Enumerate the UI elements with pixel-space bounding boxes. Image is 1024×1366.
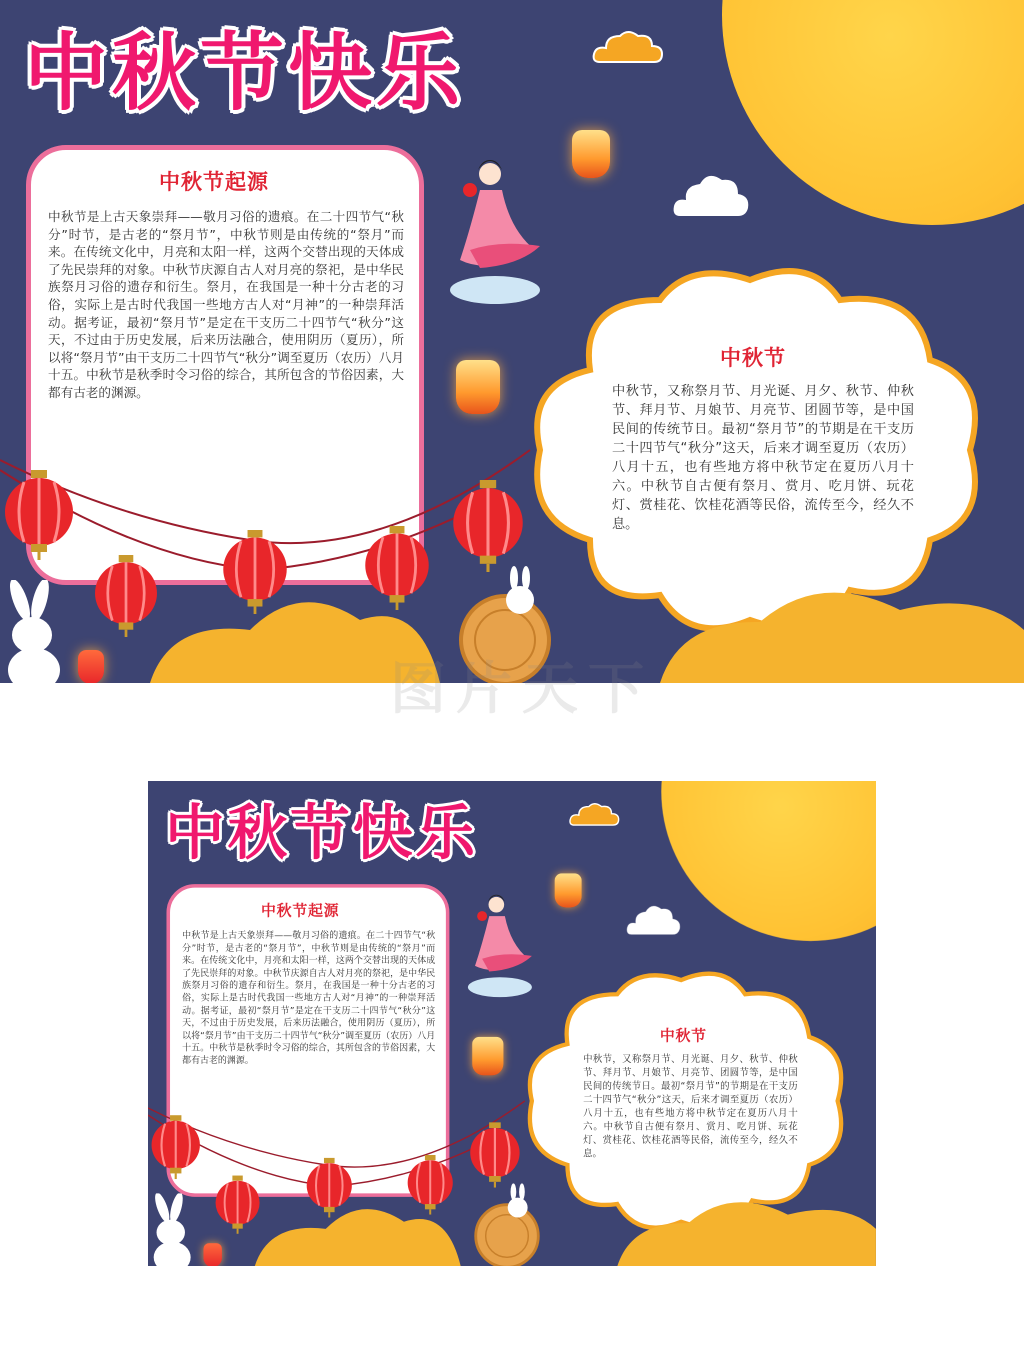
origin-card-text: 中秋节是上古天象崇拜——敬月习俗的遗痕。在二十四节气“秋分”时节，是古老的“祭月节”，中秋节则是由传统的“祭月”而来。在传统文化中，月亮和太阳一样，这两个交替出现的天体成了先民崇拜的对象。中秋节庆源自古人对月亮的祭祀，是中华民族祭月习俗的遗存和衍生。祭月，在我国是一种十分古老的习俗，实际上是古时代我国一些地方古人对“月神”的一种崇拜活动。据考证，最初“祭月节”是定在干支历二十四节气“秋分”这天，不过由于历史发展，后来历法融合，使用阴历（夏历），所以将“祭月节”由干支历二十四节气“秋分”调至夏历（农历）八月十五。中秋节是秋季时令习俗的综合，其所包含的节俗因素，大都有古老的渊源。 bbox=[182, 929, 436, 1066]
rabbit-icon bbox=[148, 1193, 198, 1266]
page-title: 中秋节快乐 bbox=[165, 798, 478, 868]
red-lantern-icon bbox=[469, 1122, 520, 1187]
red-lantern-icon bbox=[4, 470, 74, 560]
festival-card-text: 中秋节，又称祭月节、月光诞、月夕、秋节、仲秋节、拜月节、月娘节、月亮节、团圆节等，是中国民间的传统节日。最初“祭月节”的节期是在干支历二十四节气“秋分”这天，后来才调至夏历（农历）八月十五，也有些地方将中秋节定在夏历八月十六。中秋节自古便有祭月、赏月、吃月饼、玩花灯、赏桂花、饮桂花酒等民俗，流传至今，经久不息。 bbox=[583, 1053, 798, 1160]
poster-preview-small bbox=[148, 781, 876, 1266]
festival-card-text: 中秋节，又称祭月节、月光诞、月夕、秋节、仲秋节、拜月节、月娘节、月亮节、团圆节等，是中国民间的传统节日。最初“祭月节”的节期是在干支历二十四节气“秋分”这天，后来才调至夏历（农历）八月十五，也有些地方将中秋节定在夏历八月十六。中秋节自古便有祭月、赏月、吃月饼、玩花灯、赏桂花、饮桂花酒等民俗，流传至今，经久不息。 bbox=[612, 384, 914, 532]
festival-card-title: 中秋节 bbox=[720, 346, 786, 370]
origin-card-text: 中秋节是上古天象崇拜——敬月习俗的遗痕。在二十四节气“秋分”时节，是古老的“祭月节”，中秋节则是由传统的“祭月”而来。在传统文化中，月亮和太阳一样，这两个交替出现的天体成了先民崇拜的对象。中秋节庆源自古人对月亮的祭祀，是中华民族祭月习俗的遗存和衍生。祭月，在我国是一种十分古老的习俗，实际上是古时代我国一些地方古人对“月神”的一种崇拜活动。据考证，最初“祭月节”是定在干支历二十四节气“秋分”这天，不过由于历史发展，后来历法融合，使用阴历（夏历），所以将“祭月节”由干支历二十四节气“秋分”调至夏历（农历）八月十五。中秋节是秋季时令习俗的综合，其所包含的节俗因素，大都有古老的渊源。 bbox=[48, 209, 404, 400]
red-lantern-icon bbox=[151, 1115, 201, 1179]
origin-card-title: 中秋节起源 bbox=[159, 170, 269, 194]
page-title: 中秋节快乐 bbox=[24, 24, 465, 122]
rabbit-icon bbox=[500, 566, 540, 616]
rabbit-icon bbox=[503, 1183, 531, 1219]
small-lantern-icon bbox=[203, 1243, 221, 1266]
festival-card-title: 中秋节 bbox=[659, 1026, 707, 1045]
small-lantern-icon bbox=[78, 650, 104, 683]
watermark: 图片天下 bbox=[390, 657, 654, 722]
poster-content bbox=[148, 781, 876, 1266]
origin-card-title: 中秋节起源 bbox=[261, 901, 340, 919]
rabbit-icon bbox=[0, 580, 70, 683]
red-lantern-icon bbox=[452, 480, 524, 572]
